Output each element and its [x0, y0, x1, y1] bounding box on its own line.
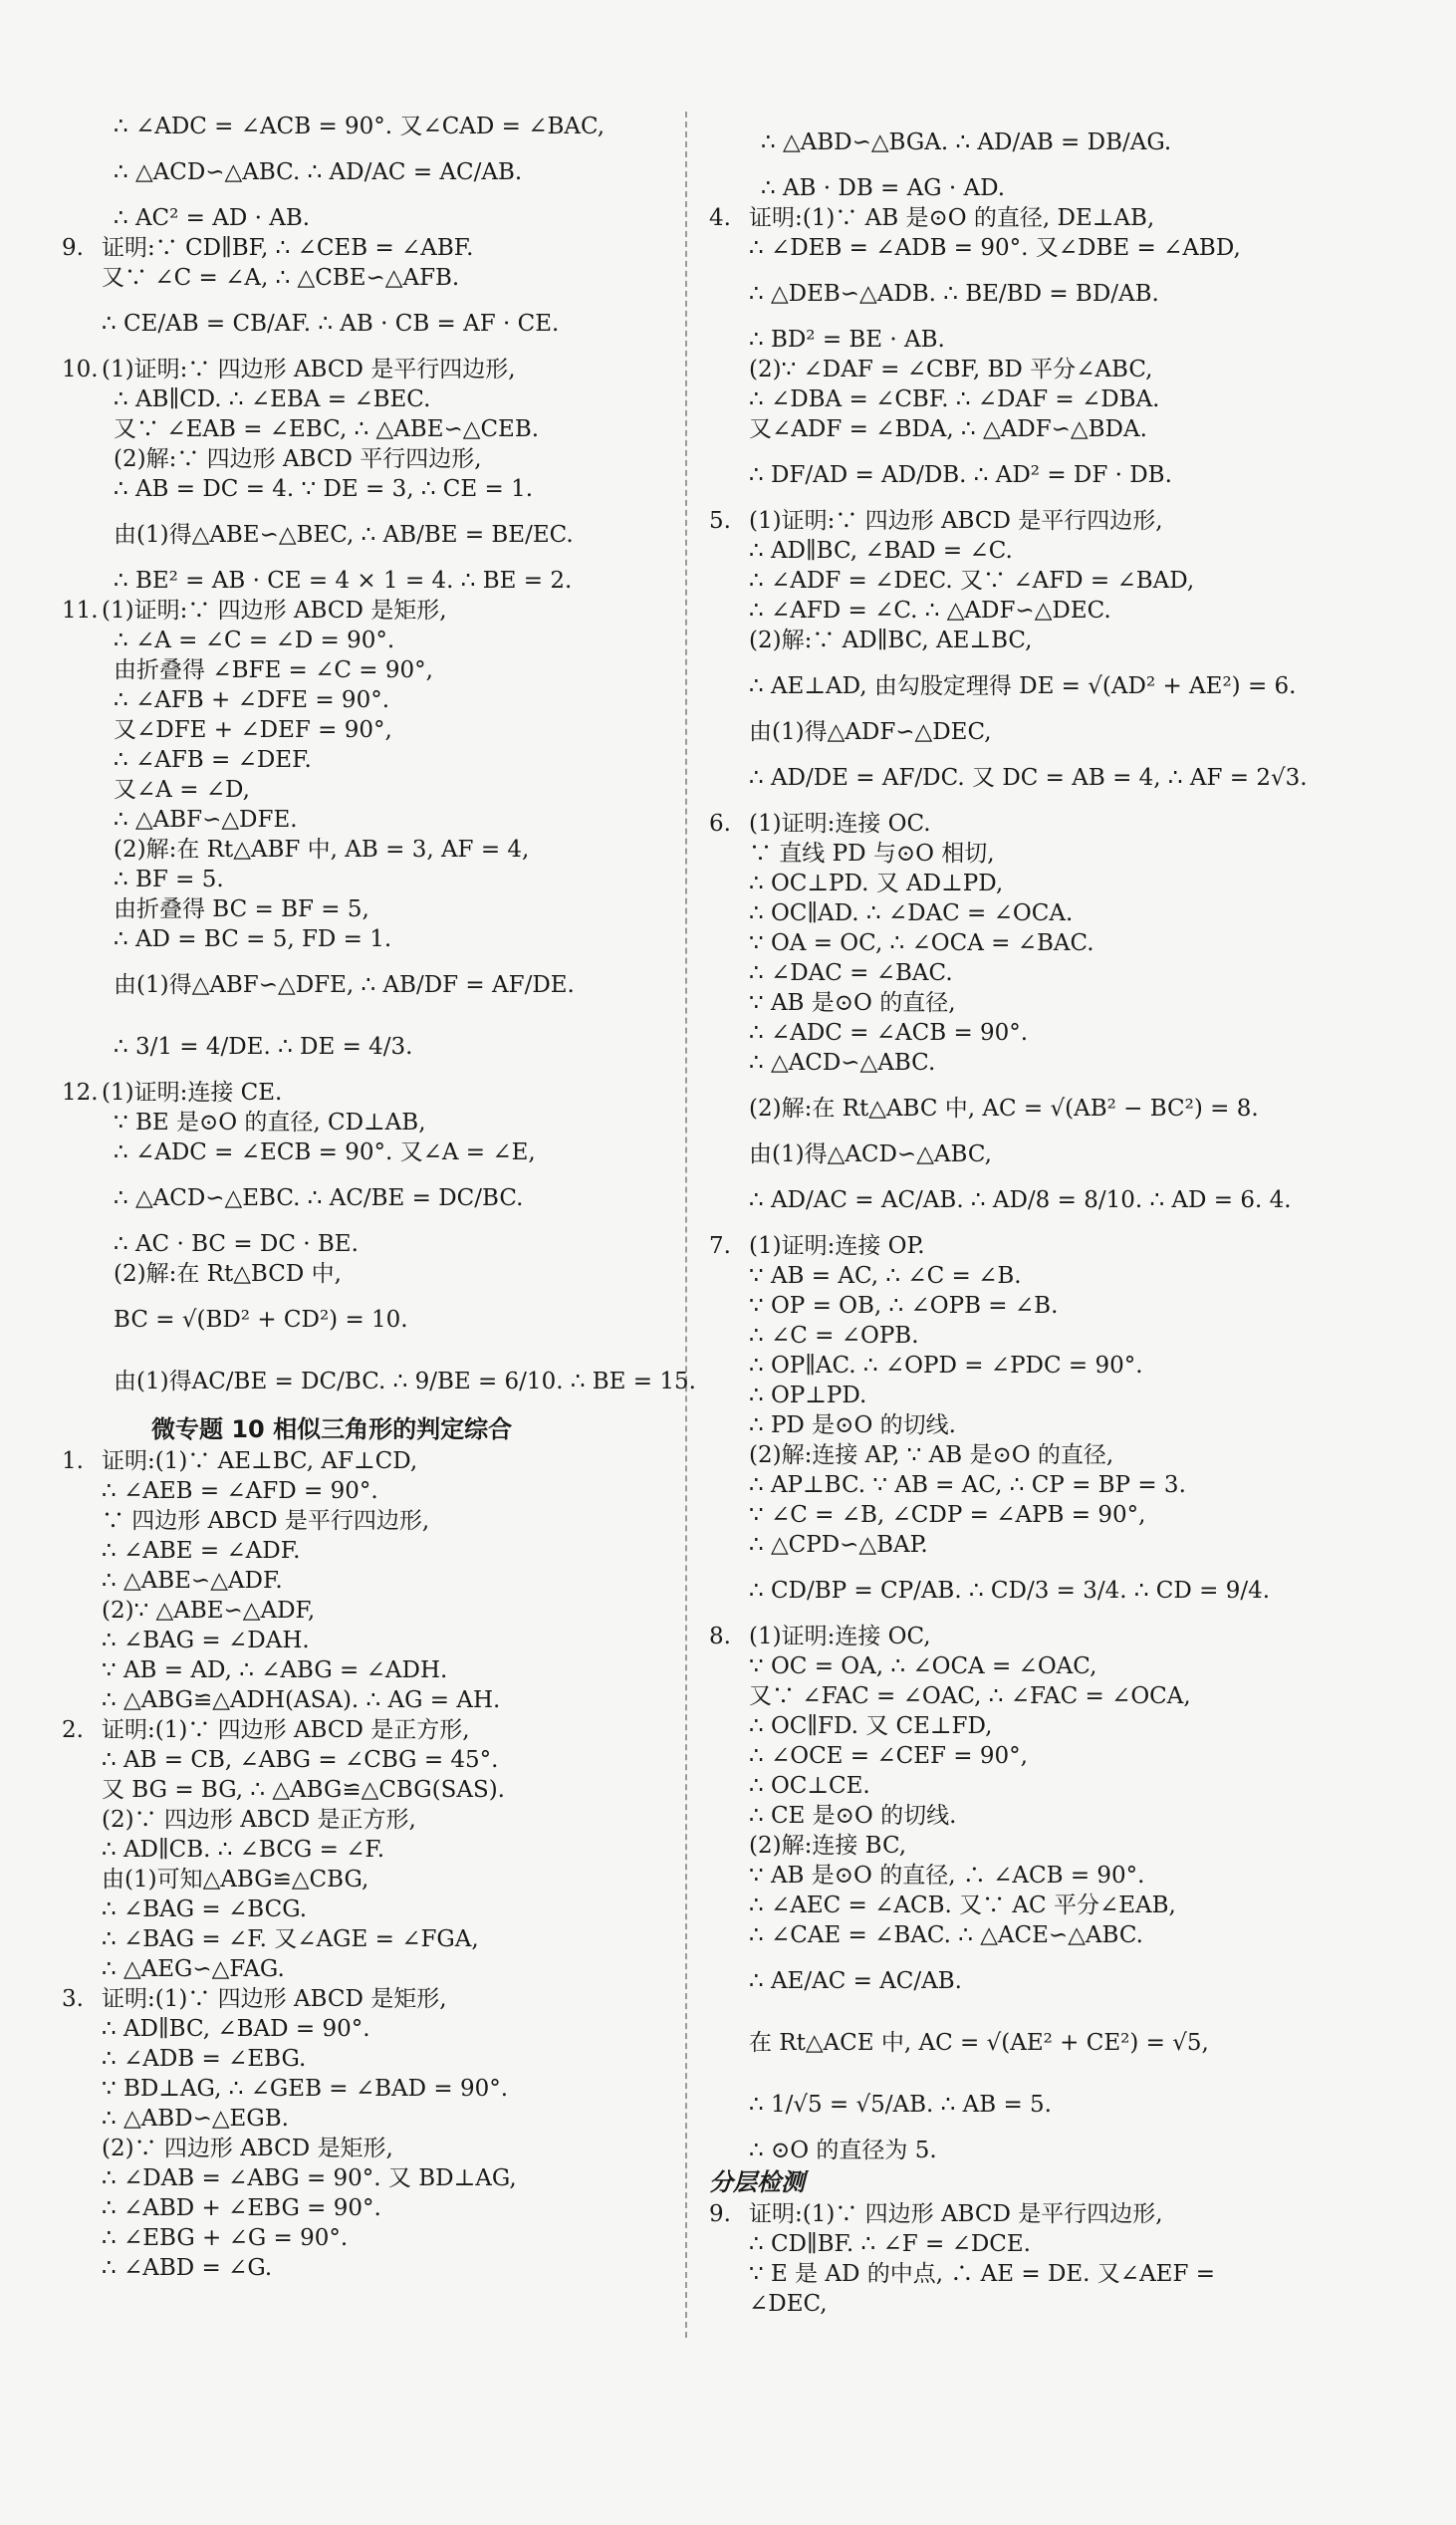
line-text: 由折叠得 ∠BFE = ∠C = 90°,	[114, 657, 433, 683]
line-text: 又∵ ∠FAC = ∠OAC, ∴ ∠FAC = ∠OCA,	[749, 1683, 1191, 1709]
line-text: 又∠A = ∠D,	[114, 777, 250, 803]
line-text: ∴ AC · BC = DC · BE.	[114, 1231, 359, 1257]
answer-line	[62, 2014, 669, 2044]
answer-line	[709, 2289, 1426, 2319]
line-text: ∴ △ABG≌△ADH(ASA). ∴ AG = AH.	[102, 1687, 501, 1713]
line-text: ∴ DF/AD = AD/DB. ∴ AD² = DF · DB.	[749, 462, 1172, 488]
answer-line	[709, 1651, 1426, 1681]
answer-line	[709, 809, 1426, 839]
line-text: ∴ OP∥AC. ∴ ∠OPD = ∠PDC = 90°.	[749, 1353, 1143, 1379]
answer-line	[709, 233, 1426, 263]
answer-line	[62, 1536, 669, 1566]
answer-line	[62, 474, 669, 504]
line-text: ∵ E 是 AD 的中点, ∴ AE = DE. 又∠AEF =	[749, 2261, 1216, 2287]
answer-line	[709, 1560, 1426, 1622]
line-text: ∴ CE 是⊙O 的切线.	[749, 1803, 957, 1829]
line-text: (2)∵ 四边形 ABCD 是矩形,	[102, 2136, 393, 2161]
answer-line	[62, 1924, 669, 1954]
answer-line	[62, 1685, 669, 1715]
answer-line	[62, 504, 669, 566]
answer-line	[62, 2163, 669, 2193]
line-text: (2)∵ ∠DAF = ∠CBF, BD 平分∠ABC,	[749, 357, 1153, 382]
answer-line	[709, 414, 1426, 444]
line-text: ∴ OC∥AD. ∴ ∠DAC = ∠OCA.	[749, 900, 1074, 926]
line-text: ∴ ∠AEC = ∠ACB. 又∵ AC 平分∠EAB,	[749, 1893, 1176, 1918]
problem-number: 8.	[709, 1624, 731, 1649]
answer-line	[709, 536, 1426, 566]
answer-line	[709, 355, 1426, 384]
answer-line	[709, 444, 1426, 506]
answer-line	[709, 626, 1426, 655]
line-text: ∴ OC∥FD. 又 CE⊥FD,	[749, 1713, 993, 1739]
answer-line	[709, 384, 1426, 414]
answer-line	[62, 835, 669, 865]
line-text: ∴ AB = DC = 4. ∵ DE = 3, ∴ CE = 1.	[114, 476, 534, 502]
answer-line	[62, 566, 669, 596]
line-text: ∴ △CPD∽△BAP.	[749, 1532, 928, 1558]
line-text: ∴ OC⊥CE.	[749, 1773, 870, 1799]
line-text: ∴ ∠BAG = ∠DAH.	[102, 1628, 310, 1653]
line-text: ∵ OP = OB, ∴ ∠OPB = ∠B.	[749, 1293, 1059, 1319]
answer-line	[709, 958, 1426, 988]
line-text: (2)解:∵ 四边形 ABCD 平行四边形,	[114, 446, 482, 472]
line-text: ∴ ∠ABD = ∠G.	[102, 2255, 273, 2281]
answer-line	[62, 233, 669, 263]
answer-line	[709, 566, 1426, 596]
answer-line	[62, 1476, 669, 1506]
answer-line	[62, 685, 669, 715]
answer-line	[709, 869, 1426, 898]
line-text: 又 BG = BG, ∴ △ABG≌△CBG(SAS).	[102, 1777, 505, 1803]
line-text: ∴ AD∥CB. ∴ ∠BCG = ∠F.	[102, 1837, 385, 1863]
answer-line	[62, 1229, 669, 1259]
line-text: ∴ AD∥BC, ∠BAD = 90°.	[102, 2016, 370, 2042]
line-text: ∴ △ABF∽△DFE.	[114, 807, 298, 833]
line-text: ∴ △ACD∽△ABC.	[749, 1050, 936, 1076]
line-text: 由(1)得△ADF∽△DEC,	[749, 719, 992, 745]
answer-line	[709, 2074, 1426, 2136]
answer-line	[62, 141, 669, 203]
answer-line	[709, 2012, 1426, 2074]
problem-number: 9.	[709, 2201, 731, 2227]
answer-line	[709, 1891, 1426, 1920]
answer-line	[62, 924, 669, 954]
line-text: (2)解:在 Rt△ABF 中, AB = 3, AF = 4,	[114, 837, 530, 863]
line-text: ∴ AE⊥AD, 由勾股定理得 DE = √(AD² + AE²) = 6.	[749, 673, 1297, 699]
line-text: 由折叠得 BC = BF = 5,	[114, 896, 369, 922]
answer-line	[62, 655, 669, 685]
answer-line	[62, 2253, 669, 2283]
line-text: ∴ △ABD∽△EGB.	[102, 2106, 289, 2132]
answer-line	[709, 263, 1426, 325]
line-text: ∴ ∠A = ∠C = ∠D = 90°.	[114, 628, 395, 653]
line-text: (2)解:∵ AD∥BC, AE⊥BC,	[749, 628, 1033, 653]
answer-line	[62, 1835, 669, 1865]
answer-line	[62, 2044, 669, 2074]
line-text: 又∵ ∠C = ∠A, ∴ △CBE∽△AFB.	[102, 265, 460, 291]
answer-line	[62, 1715, 669, 1745]
line-text: ∴ ∠CAE = ∠BAC. ∴ △ACE∽△ABC.	[749, 1922, 1143, 1948]
line-text: ∴ 1/√5 = √5/AB. ∴ AB = 5.	[749, 2092, 1052, 2118]
answer-line	[62, 775, 669, 805]
line-text: (2)解:在 Rt△BCD 中,	[114, 1261, 342, 1287]
answer-line	[709, 1169, 1426, 1231]
line-text: ∴ ∠DEB = ∠ADB = 90°. 又∠DBE = ∠ABD,	[749, 235, 1241, 261]
answer-line	[709, 1530, 1426, 1560]
line-text: ∴ CD/BP = CP/AB. ∴ CD/3 = 3/4. ∴ CD = 9/4.	[749, 1578, 1271, 1604]
line-text: BC = √(BD² + CD²) = 10.	[114, 1307, 408, 1333]
answer-line	[62, 1446, 669, 1476]
answer-line	[709, 655, 1426, 717]
problem-number: 4.	[709, 205, 731, 231]
problem-number: 10.	[62, 357, 99, 382]
line-text: ∵ BD⊥AG, ∴ ∠GEB = ∠BAD = 90°.	[102, 2076, 509, 2102]
answer-line	[709, 1622, 1426, 1651]
answer-line	[709, 1351, 1426, 1381]
answer-line	[62, 1954, 669, 1984]
answer-line	[709, 1801, 1426, 1831]
answer-line	[62, 1775, 669, 1805]
line-text: ∴ AD/DE = AF/DC. 又 DC = AB = 4, ∴ AF = 2√3.	[749, 765, 1308, 791]
line-text: ∴ ∠OCE = ∠CEF = 90°,	[749, 1743, 1028, 1769]
line-text: ∴ ∠DBA = ∠CBF. ∴ ∠DAF = ∠DBA.	[749, 386, 1160, 412]
answer-line	[709, 596, 1426, 626]
answer-line	[62, 1289, 669, 1351]
left-column	[62, 112, 696, 2283]
problem-number: 2.	[62, 1717, 84, 1743]
line-text: ∴ ∠AFD = ∠C. ∴ △ADF∽△DEC.	[749, 598, 1111, 624]
problem-number: 1.	[62, 1448, 84, 1474]
answer-line	[62, 865, 669, 894]
line-text: 由(1)可知△ABG≌△CBG,	[102, 1867, 369, 1893]
line-text: ∠DEC,	[749, 2291, 828, 2317]
line-text: ∴ ∠ADC = ∠ACB = 90°.	[749, 1020, 1029, 1046]
answer-line	[62, 355, 669, 384]
line-text: 证明:(1)∵ 四边形 ABCD 是正方形,	[102, 1717, 470, 1743]
line-text: ∵ OA = OC, ∴ ∠OCA = ∠BAC.	[749, 930, 1094, 956]
line-text: ∴ ∠DAB = ∠ABG = 90°. 又 BD⊥AG,	[102, 2165, 517, 2191]
line-text: ∴ △AEG∽△FAG.	[102, 1956, 285, 1982]
line-text: ∴ BF = 5.	[114, 867, 224, 892]
answer-line	[62, 1984, 669, 2014]
answer-line	[62, 1078, 669, 1108]
line-text: ∵ AB = AD, ∴ ∠ABG = ∠ADH.	[102, 1657, 448, 1683]
answer-line	[62, 1137, 669, 1167]
answer-line	[709, 1291, 1426, 1321]
line-text: ∴ AB∥CD. ∴ ∠EBA = ∠BEC.	[114, 386, 431, 412]
answer-line	[62, 1016, 669, 1078]
line-text: (1)证明:连接 CE.	[102, 1080, 283, 1106]
answer-line	[709, 2199, 1426, 2229]
answer-line	[62, 414, 669, 444]
line-text: ∴ ∠AEB = ∠AFD = 90°.	[102, 1478, 378, 1504]
problem-number: 9.	[62, 235, 84, 261]
line-text: ∵ ∠C = ∠B, ∠CDP = ∠APB = 90°,	[749, 1502, 1146, 1528]
answer-line	[709, 1321, 1426, 1351]
answer-line	[709, 1681, 1426, 1711]
answer-line	[62, 1655, 669, 1685]
line-text: ∴ AE/AC = AC/AB.	[749, 1968, 962, 1994]
answer-line	[709, 2259, 1426, 2289]
answer-line	[62, 203, 669, 233]
answer-line	[709, 1711, 1426, 1741]
answer-line	[709, 2136, 1426, 2165]
answer-line	[709, 1950, 1426, 2012]
line-text: ∴ △ACD∽△ABC. ∴ AD/AC = AC/AB.	[114, 159, 523, 185]
answer-line	[709, 717, 1426, 747]
line-text: ∴ CE/AB = CB/AF. ∴ AB · CB = AF · CE.	[102, 311, 560, 337]
answer-line	[62, 894, 669, 924]
line-text: 由(1)得△ABE∽△BEC, ∴ AB/BE = BE/EC.	[114, 522, 574, 548]
line-text: ∴ ∠ABD + ∠EBG = 90°.	[102, 2195, 381, 2221]
column-divider	[685, 112, 687, 2338]
answer-line	[62, 715, 669, 745]
answer-line	[62, 954, 669, 1016]
line-text: (1)证明:∵ 四边形 ABCD 是平行四边形,	[102, 357, 516, 382]
line-text: ∴ BD² = BE · AB.	[749, 327, 945, 353]
answer-line	[62, 596, 669, 626]
answer-line	[709, 898, 1426, 928]
line-text: 证明:(1)∵ 四边形 ABCD 是矩形,	[102, 1986, 447, 2012]
line-text: 又∵ ∠EAB = ∠EBC, ∴ △ABE∽△CEB.	[114, 416, 540, 442]
line-text: ∴ AB · DB = AG · AD.	[761, 175, 1006, 201]
line-text: ∴ AD = BC = 5, FD = 1.	[114, 926, 392, 952]
line-text: (1)证明:∵ 四边形 ABCD 是矩形,	[102, 598, 447, 624]
line-text: ∴ 3/1 = 4/DE. ∴ DE = 4/3.	[114, 1034, 413, 1060]
problem-number: 5.	[709, 508, 731, 534]
line-text: 分层检测	[709, 2168, 805, 2196]
line-text: (1)证明:∵ 四边形 ABCD 是平行四边形,	[749, 508, 1163, 534]
answer-line	[62, 384, 669, 414]
line-text: ∴ OP⊥PD.	[749, 1383, 867, 1408]
line-text: (1)证明:连接 OC,	[749, 1624, 931, 1649]
line-text: ∴ AP⊥BC. ∵ AB = AC, ∴ CP = BP = 3.	[749, 1472, 1186, 1498]
answer-line	[62, 1626, 669, 1655]
answer-line	[62, 1167, 669, 1229]
answer-line	[62, 1108, 669, 1137]
line-text: ∴ ∠BAG = ∠F. 又∠AGE = ∠FGA,	[102, 1926, 479, 1952]
answer-line	[709, 839, 1426, 869]
line-text: ∴ ∠BAG = ∠BCG.	[102, 1896, 308, 1922]
line-text: ∴ CD∥BF. ∴ ∠F = ∠DCE.	[749, 2231, 1031, 2257]
answer-line	[62, 293, 669, 355]
line-text: ∴ ∠DAC = ∠BAC.	[749, 960, 953, 986]
answer-line	[62, 1596, 669, 1626]
answer-line	[62, 444, 669, 474]
line-text: ∴ ∠C = ∠OPB.	[749, 1323, 919, 1349]
answer-line	[709, 1440, 1426, 1470]
section-title	[709, 2165, 1426, 2199]
answer-line	[62, 1894, 669, 1924]
answer-line	[709, 1771, 1426, 1801]
line-text: ∴ ⊙O 的直径为 5.	[749, 2138, 937, 2163]
answer-line	[62, 2074, 669, 2104]
answer-line	[709, 1261, 1426, 1291]
answer-line	[62, 1351, 696, 1412]
line-text: (2)∵ 四边形 ABCD 是正方形,	[102, 1807, 416, 1833]
line-text: ∵ AB = AC, ∴ ∠C = ∠B.	[749, 1263, 1022, 1289]
line-text: (2)解:连接 BC,	[749, 1833, 907, 1859]
line-text: 在 Rt△ACE 中, AC = √(AE² + CE²) = √5,	[749, 2030, 1209, 2056]
answer-line	[62, 2104, 669, 2134]
line-text: 证明:(1)∵ AE⊥BC, AF⊥CD,	[102, 1448, 418, 1474]
answer-line	[709, 1470, 1426, 1500]
line-text: ∵ BE 是⊙O 的直径, CD⊥AB,	[114, 1110, 426, 1136]
problem-number: 11.	[62, 598, 99, 624]
line-text: ∴ ∠ADB = ∠EBG.	[102, 2046, 307, 2072]
answer-line	[709, 1381, 1426, 1410]
answer-line	[709, 1920, 1426, 1950]
answer-line	[62, 2193, 669, 2223]
line-text: ∴ AC² = AD · AB.	[114, 205, 311, 231]
line-text: ∴ ∠AFB + ∠DFE = 90°.	[114, 687, 390, 713]
answer-line	[709, 1861, 1426, 1891]
line-text: (2)∵ △ABE∽△ADF,	[102, 1598, 316, 1624]
answer-line	[709, 173, 1426, 203]
line-text: 由(1)得AC/BE = DC/BC. ∴ 9/BE = 6/10. ∴ BE = 15.	[114, 1369, 696, 1394]
answer-line	[62, 805, 669, 835]
line-text: ∴ AD/AC = AC/AB. ∴ AD/8 = 8/10. ∴ AD = 6. 4.	[749, 1187, 1292, 1213]
line-text: (2)解:在 Rt△ABC 中, AC = √(AB² − BC²) = 8.	[749, 1096, 1259, 1122]
line-text: ∴ ∠EBG + ∠G = 90°.	[102, 2225, 349, 2251]
answer-line	[62, 745, 669, 775]
answer-line	[709, 2229, 1426, 2259]
answer-line	[62, 1805, 669, 1835]
answer-line	[62, 1506, 669, 1536]
answer-line	[709, 203, 1426, 233]
answer-line	[709, 988, 1426, 1018]
answer-line	[62, 1865, 669, 1894]
answer-line	[62, 1566, 669, 1596]
answer-line	[709, 747, 1426, 809]
line-text: 证明:(1)∵ 四边形 ABCD 是平行四边形,	[749, 2201, 1163, 2227]
line-text: (2)解:连接 AP, ∵ AB 是⊙O 的直径,	[749, 1442, 1114, 1468]
line-text: ∴ ∠AFB = ∠DEF.	[114, 747, 312, 773]
line-text: 微专题 10 相似三角形的判定综合	[151, 1415, 513, 1443]
line-text: ∴ AD∥BC, ∠BAD = ∠C.	[749, 538, 1013, 564]
line-text: ∴ ∠ADC = ∠ACB = 90°. 又∠CAD = ∠BAC,	[114, 114, 606, 139]
problem-number: 12.	[62, 1080, 99, 1106]
line-text: (1)证明:连接 OP.	[749, 1233, 925, 1259]
section-heading	[62, 1412, 669, 1446]
line-text: ∵ AB 是⊙O 的直径,	[749, 990, 956, 1016]
answer-line	[709, 112, 1426, 173]
answer-line	[709, 928, 1426, 958]
answer-line	[62, 626, 669, 655]
answer-line	[62, 2223, 669, 2253]
problem-number: 6.	[709, 811, 731, 837]
answer-line	[709, 1741, 1426, 1771]
line-text: 由(1)得△ACD∽△ABC,	[749, 1141, 992, 1167]
line-text: ∴ ∠ADF = ∠DEC. 又∵ ∠AFD = ∠BAD,	[749, 568, 1195, 594]
answer-line	[62, 2134, 669, 2163]
line-text: ∴ ∠ABE = ∠ADF.	[102, 1538, 301, 1564]
answer-line	[709, 1831, 1426, 1861]
line-text: ∵ OC = OA, ∴ ∠OCA = ∠OAC,	[749, 1653, 1097, 1679]
answer-line	[709, 1078, 1426, 1139]
right-column	[709, 112, 1426, 2319]
problem-number: 3.	[62, 1986, 84, 2012]
line-text: ∴ PD 是⊙O 的切线.	[749, 1412, 956, 1438]
line-text: ∴ AB = CB, ∠ABG = ∠CBG = 45°.	[102, 1747, 499, 1773]
answer-line	[709, 506, 1426, 536]
answer-line	[62, 112, 669, 141]
answer-line	[709, 1410, 1426, 1440]
line-text: ∴ △ABD∽△BGA. ∴ AD/AB = DB/AG.	[761, 129, 1172, 155]
line-text: 又∠ADF = ∠BDA, ∴ △ADF∽△BDA.	[749, 416, 1147, 442]
line-text: 由(1)得△ABF∽△DFE, ∴ AB/DF = AF/DE.	[114, 972, 575, 998]
line-text: (1)证明:连接 OC.	[749, 811, 931, 837]
answer-line	[62, 263, 669, 293]
problem-number: 7.	[709, 1233, 731, 1259]
line-text: ∵ 四边形 ABCD 是平行四边形,	[102, 1508, 430, 1534]
line-text: ∴ △DEB∽△ADB. ∴ BE/BD = BD/AB.	[749, 281, 1159, 307]
line-text: ∴ △ABE∽△ADF.	[102, 1568, 283, 1594]
answer-line	[709, 1500, 1426, 1530]
line-text: 证明:(1)∵ AB 是⊙O 的直径, DE⊥AB,	[749, 205, 1155, 231]
answer-line	[709, 1139, 1426, 1169]
line-text: 又∠DFE + ∠DEF = 90°,	[114, 717, 392, 743]
line-text: ∴ △ACD∽△EBC. ∴ AC/BE = DC/BC.	[114, 1185, 524, 1211]
line-text: ∴ OC⊥PD. 又 AD⊥PD,	[749, 871, 1004, 896]
line-text: ∴ BE² = AB · CE = 4 × 1 = 4. ∴ BE = 2.	[114, 568, 573, 594]
answer-line	[709, 325, 1426, 355]
answer-line	[709, 1048, 1426, 1078]
line-text: ∴ ∠ADC = ∠ECB = 90°. 又∠A = ∠E,	[114, 1139, 536, 1165]
answer-line	[62, 1745, 669, 1775]
answer-line	[62, 1259, 669, 1289]
answer-line	[709, 1231, 1426, 1261]
line-text: ∵ AB 是⊙O 的直径, ∴ ∠ACB = 90°.	[749, 1863, 1145, 1889]
answer-line	[709, 1018, 1426, 1048]
line-text: ∵ 直线 PD 与⊙O 相切,	[749, 841, 995, 867]
line-text: 证明:∵ CD∥BF, ∴ ∠CEB = ∠ABF.	[102, 235, 474, 261]
